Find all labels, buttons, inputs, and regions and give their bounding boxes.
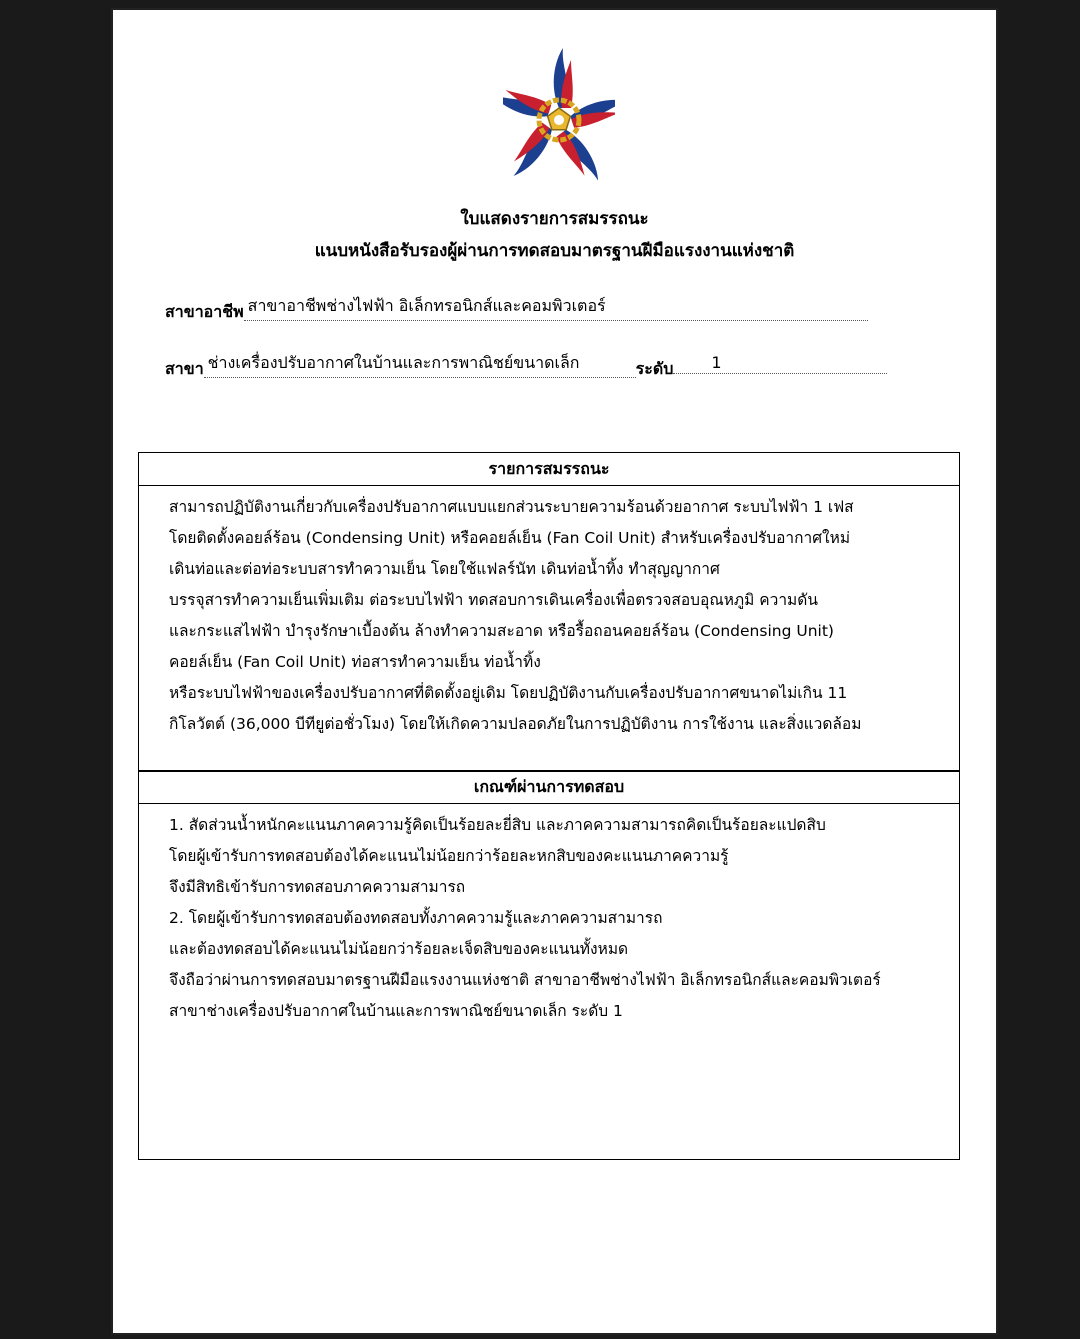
- competency-line: สามารถปฏิบัติงานเกี่ยวกับเครื่องปรับอากาศแบบแยกส่วนระบายความร้อนด้วยอากาศ ระบบไฟฟ้า 1 เฟส: [169, 498, 854, 516]
- level-value: 1: [711, 353, 722, 372]
- level-label: ระดับ: [635, 359, 674, 378]
- occupation-value: สาขาอาชีพช่างไฟฟ้า อิเล็กทรอนิกส์และคอมพิวเตอร์: [244, 294, 868, 321]
- branch-field: [165, 353, 887, 384]
- criteria-line: จึงถือว่าผ่านการทดสอบมาตรฐานฝีมือแรงงานแห่งชาติ สาขาอาชีพช่างไฟฟ้า อิเล็กทรอนิกส์และคอมพิวเตอร์: [169, 971, 881, 989]
- criteria-line: สาขาช่างเครื่องปรับอากาศในบ้านและการพาณิชย์ขนาดเล็ก ระดับ 1: [169, 1002, 623, 1020]
- criteria-line: 2. โดยผู้เข้ารับการทดสอบต้องทดสอบทั้งภาคความรู้และภาคความสามารถ: [169, 909, 663, 927]
- criteria-line: โดยผู้เข้ารับการทดสอบต้องได้คะแนนไม่น้อยกว่าร้อยละหกสิบของคะแนนภาคความรู้: [169, 847, 729, 865]
- level-value-wrap: [673, 353, 887, 374]
- occupation-label: สาขาอาชีพ: [165, 302, 244, 321]
- criteria-body: [139, 804, 959, 1027]
- criteria-line: 1. สัดส่วนน้ำหนักคะแนนภาคความรู้คิดเป็นร้อยละยี่สิบ และภาคความสามารถคิดเป็นร้อยละแปดสิบ: [169, 816, 826, 834]
- criteria-box: [138, 770, 960, 1160]
- dsd-emblem-logo: [503, 40, 615, 194]
- document-title: ใบแสดงรายการสมรรถนะ: [460, 209, 649, 229]
- competency-line: เดินท่อและต่อท่อระบบสารทำความเย็น โดยใช้แฟลร์นัท เดินท่อน้ำทิ้ง ทำสุญญากาศ: [169, 560, 720, 578]
- competency-line: กิโลวัตต์ (36,000 บีทียูต่อชั่วโมง) โดยให้เกิดความปลอดภัยในการปฏิบัติงาน การใช้งาน และสิ่งแวดล้อม: [169, 715, 862, 733]
- criteria-header: เกณฑ์ผ่านการทดสอบ: [139, 771, 959, 804]
- document-subtitle: แนบหนังสือรับรองผู้ผ่านการทดสอบมาตรฐานฝีมือแรงงานแห่งชาติ: [314, 241, 795, 261]
- competency-body: [139, 486, 959, 740]
- branch-value: ช่างเครื่องปรับอากาศในบ้านและการพาณิชย์ขนาดเล็ก: [204, 351, 636, 378]
- criteria-line: จึงมีสิทธิเข้ารับการทดสอบภาคความสามารถ: [169, 878, 466, 896]
- branch-label: สาขา: [165, 359, 204, 378]
- document-page: [111, 8, 998, 1335]
- competency-header: รายการสมรรถนะ: [139, 453, 959, 486]
- criteria-line: และต้องทดสอบได้คะแนนไม่น้อยกว่าร้อยละเจ็ดสิบของคะแนนทั้งหมด: [169, 940, 629, 958]
- occupation-field: [165, 296, 868, 327]
- competency-line: โดยติดตั้งคอยล์ร้อน (Condensing Unit) หรือคอยล์เย็น (Fan Coil Unit) สำหรับเครื่องปรับอากาศใหม่: [169, 529, 851, 547]
- competency-line: และกระแสไฟฟ้า บำรุงรักษาเบื้องต้น ล้างทำความสะอาด หรือรื้อถอนคอยล์ร้อน (Condensing Unit): [169, 622, 834, 640]
- competency-box: [138, 452, 960, 772]
- competency-line: บรรจุสารทำความเย็นเพิ่มเติม ต่อระบบไฟฟ้า ทดสอบการเดินเครื่องเพื่อตรวจสอบอุณหภูมิ ความดัน: [169, 591, 818, 609]
- competency-line: หรือระบบไฟฟ้าของเครื่องปรับอากาศที่ติดตั้งอยู่เดิม โดยปฏิบัติงานกับเครื่องปรับอากาศขนาดไม่เกิน 11: [169, 684, 848, 702]
- competency-line: คอยล์เย็น (Fan Coil Unit) ท่อสารทำความเย็น ท่อน้ำทิ้ง: [169, 653, 541, 671]
